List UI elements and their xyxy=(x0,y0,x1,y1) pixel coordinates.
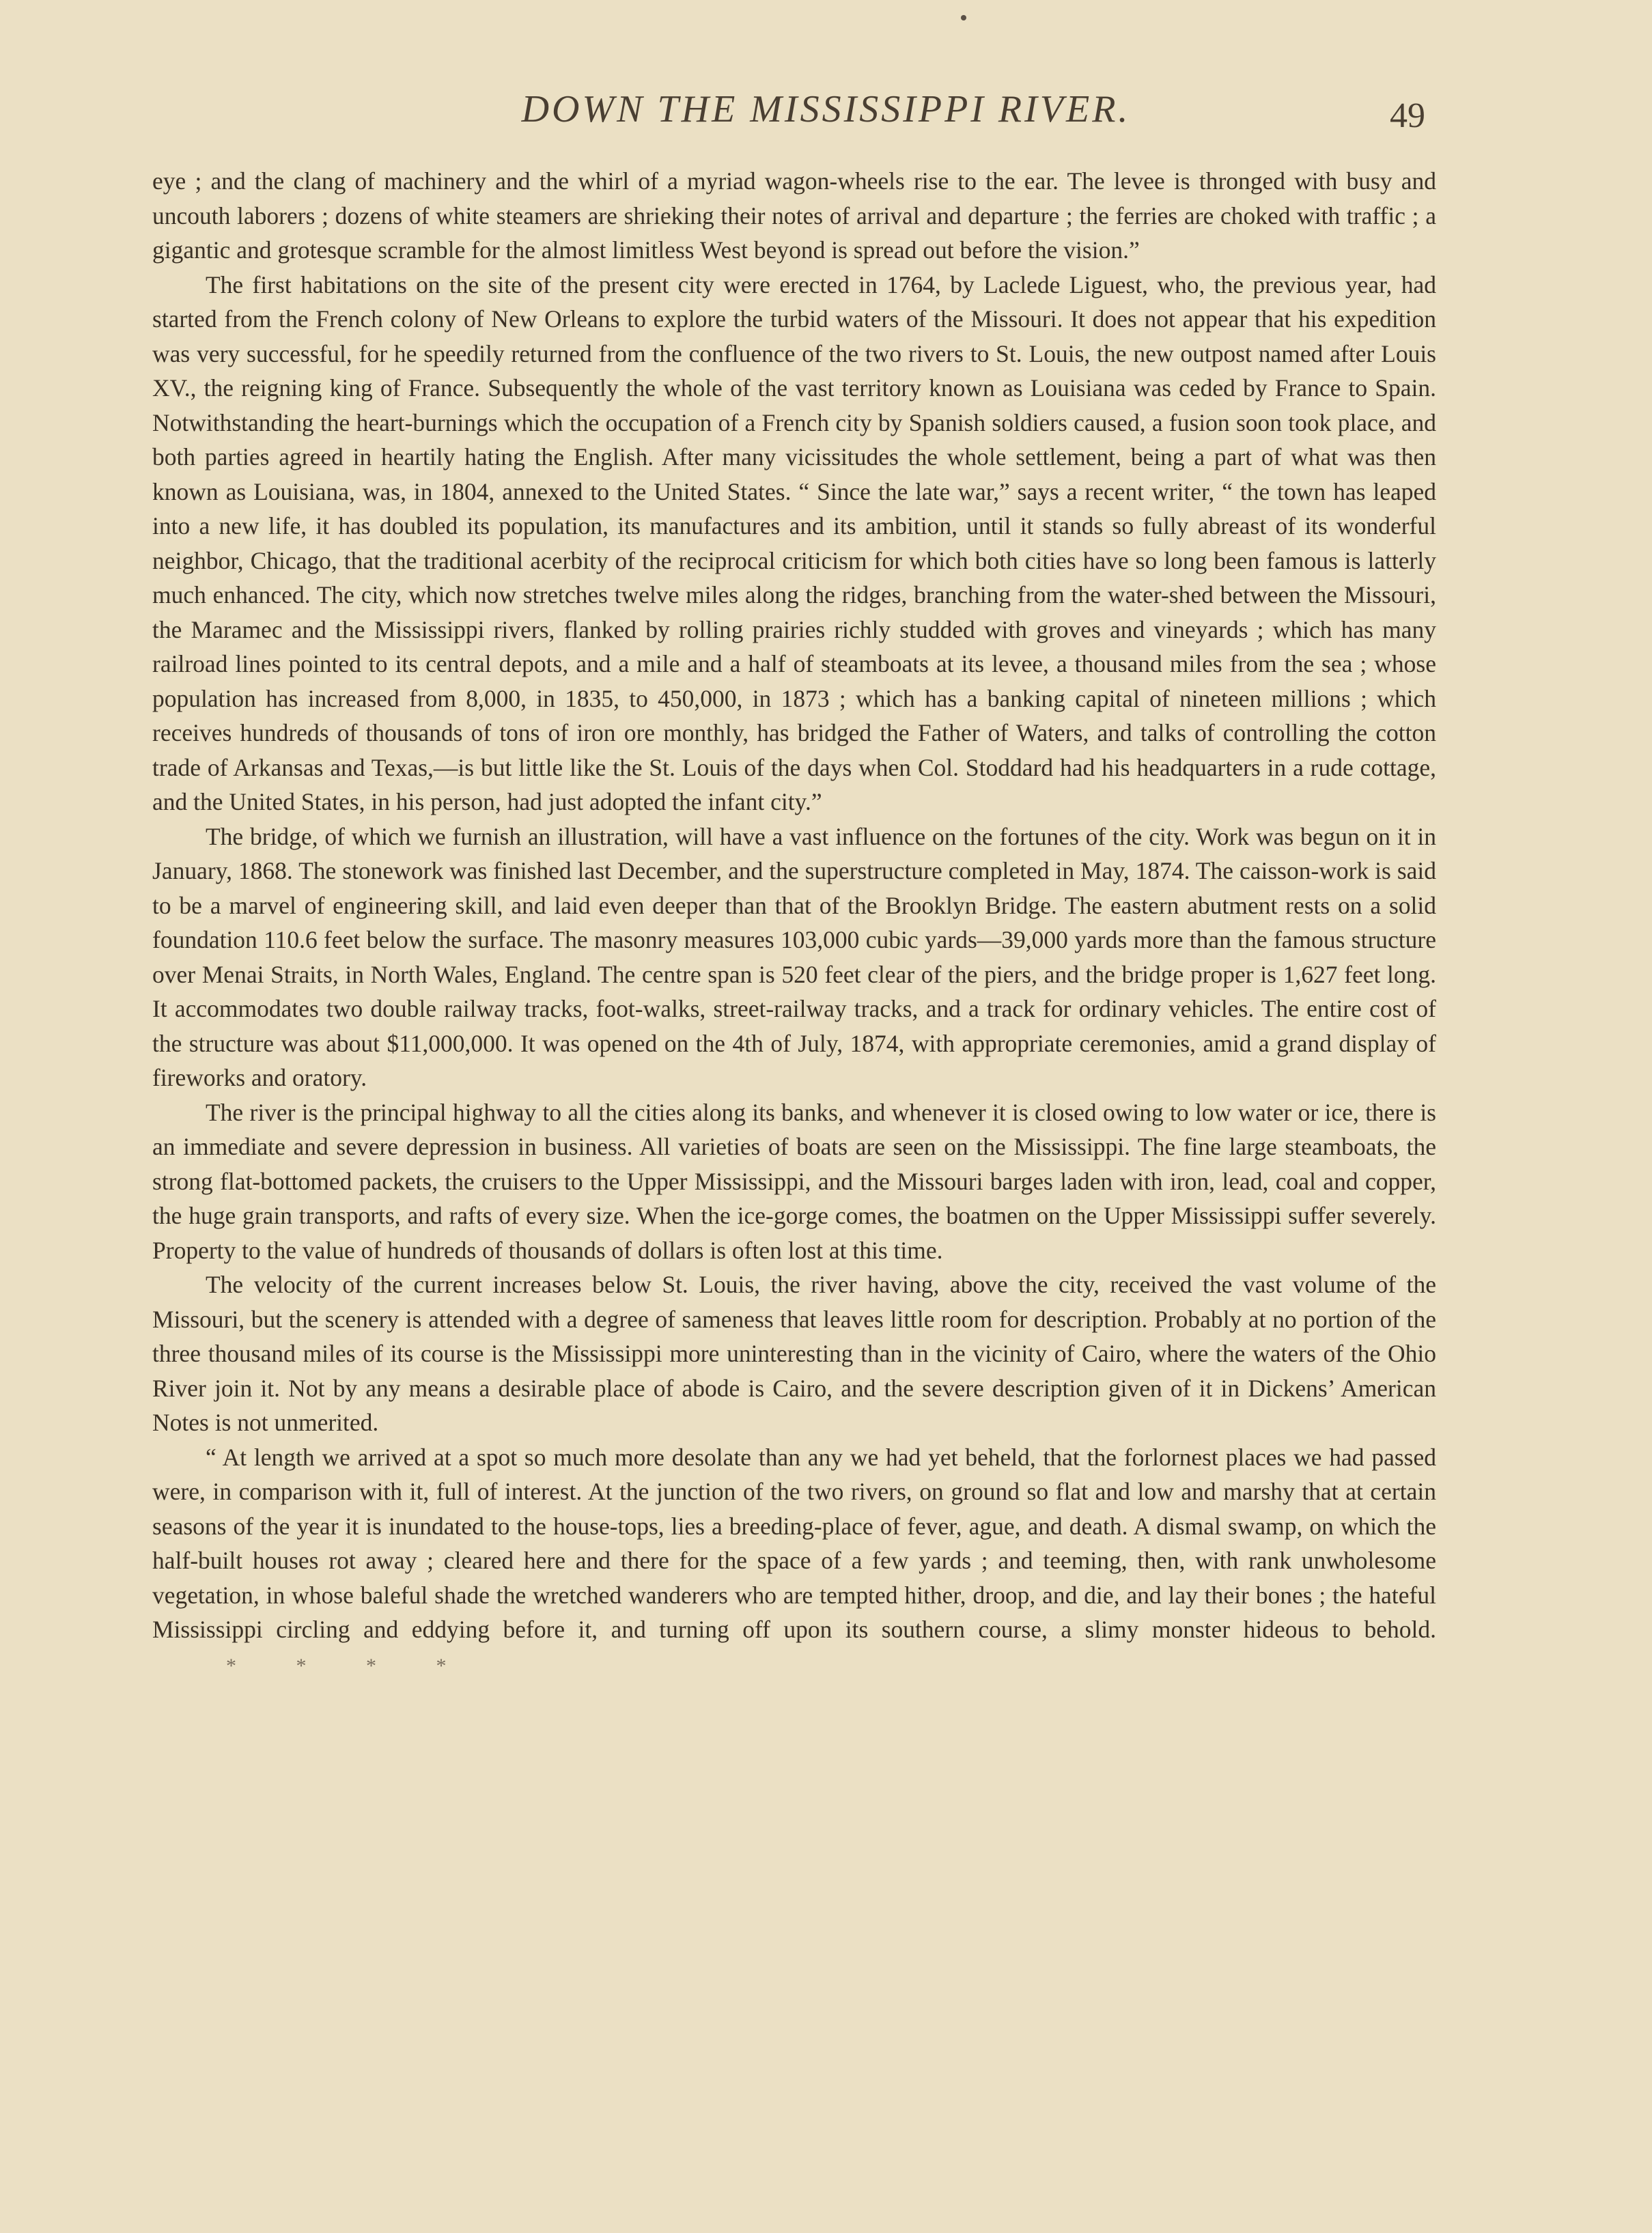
page-header xyxy=(0,87,1652,142)
running-head: DOWN THE MISSISSIPPI RIVER. xyxy=(521,88,1131,130)
page-number: 49 xyxy=(1390,96,1425,135)
paragraph: The river is the principal highway to all the cities along its banks, and whenever it is closed owing to low water or ice, there is an immediate and severe depression in business. All varieties of boats are seen on the Mississippi. The fine large steamboats, the strong flat-bottomed packets, the cruisers to the Upper Mississippi, and the Missouri barges laden with iron, lead, coal and copper, the huge grain transports, and rafts of every size. When the ice-gorge comes, the boatmen on the Upper Mississippi suffer severely. Property to the value of hundreds of thousands of dollars is often lost at this time. xyxy=(152,1098,1436,1264)
paragraph: The bridge, of which we furnish an illustration, will have a vast influence on the fortunes of the city. Work was begun on it in January, 1868. The stonework was finished last December, and the superstructure completed in May, 1874. The caisson-work is said to be a marvel of engineering skill, and laid even deeper than that of the Brooklyn Bridge. The eastern abutment rests on a solid foundation 110.6 feet below the surface. The masonry measures 103,000 cubic yards—39,000 yards more than the famous structure over Menai Straits, in North Wales, England. The centre span is 520 feet clear of the piers, and the bridge proper is 1,627 feet long. It accommodates two double railway tracks, foot-walks, street-railway tracks, and a track for ordinary vehicles. The entire cost of the structure was about $11,000,000. It was opened on the 4th of July, 1874, with appropriate ceremonies, amid a grand display of fireworks and oratory. xyxy=(152,822,1436,1091)
paragraph: The velocity of the current increases below St. Louis, the river having, above the city, received the vast volume of the Missouri, but the scenery is attended with a degree of sameness that leaves little room for description. Probably at no portion of the three thousand miles of its course is the Mississippi more uninteresting than in the vicinity of Cairo, where the waters of the Ohio River join it. Not by any means a desirable place of abode is Cairo, and the severe description given of it in Dickens’ American Notes is not unmerited. xyxy=(152,1271,1436,1436)
paragraph: The first habitations on the site of the present city were erected in 1764, by Laclede Liguest, who, the previous year, had started from the French colony of New Orleans to explore the turbid waters of the Missouri. It does not appear that his expedition was very successful, for he speedily returned from the confluence of the two rivers to St. Louis, the new outpost named after Louis XV., the reigning king of France. Subsequently the whole of the vast territory known as Louisiana was ceded by France to Spain. Notwithstanding the heart-burnings which the occupation of a French city by Spanish soldiers caused, a fusion soon took place, and both parties agreed in heartily hating the English. After many vicissitudes the whole settlement, being a part of what was then known as Louisiana, was, in 1804, annexed to the United States. “ Since the late war,” says a recent writer, “ the town has leaped into a new life, it has doubled its population, its manufactures and its ambition, until it stands so fully abreast of its wonderful neighbor, Chicago, that the traditional acerbity of the reciprocal criticism for which both cities have so long been famous is latterly much enhanced. The city, which now stretches twelve miles along the ridges, branching from the water-shed between the Missouri, the Maramec and the Mississippi rivers, flanked by rolling prairies richly studded with groves and vineyards ; which has many railroad lines pointed to its central depots, and a mile and a half of steamboats at its levee, a thousand miles from the sea ; whose population has increased from 8,000, in 1835, to 450,000, in 1873 ; which has a banking capital of nineteen millions ; which receives hundreds of thousands of tons of iron ore monthly, has bridged the Father of Waters, and talks of controlling the cotton trade of Arkansas and Texas,—is but little like the St. Louis of the days when Col. Stoddard had his headquarters in a rude cottage, and the United States, in his person, had just adopted the infant city.” xyxy=(152,270,1436,815)
paragraph-last xyxy=(152,1440,1436,1684)
ink-speck xyxy=(961,15,966,20)
body-text xyxy=(152,164,1436,1683)
asterism-ornament: * * * * xyxy=(226,1654,447,1677)
quotation-text: “ At length we arrived at a spot so much more desolate than any we had yet beheld, that the forlornest places we had passed were, in comparison with it, full of interest. At the junction of the two rivers, on ground so flat and low and marshy that at certain seasons of the year it is inundated to the house-tops, lies a breeding-place of fever, ague, and death. A dismal swamp, on which the half-built houses rot away ; cleared here and there for the space of a few yards ; and teeming, then, with rank unwholesome vegetation, in whose baleful shade the wretched wanderers who are tempted hither, droop, and die, and lay their bones ; the hateful Mississippi circling and eddying before it, and turning off upon its southern course, a slimy monster hideous to behold. xyxy=(152,1443,1436,1643)
paragraph: eye ; and the clang of machinery and the whirl of a myriad wagon-wheels rise to the ear. The levee is thronged with busy and uncouth laborers ; dozens of white steamers are shrieking their notes of arrival and departure ; the ferries are choked with traffic ; a gigantic and grotesque scramble for the almost limitless West beyond is spread out before the vision.” xyxy=(152,167,1436,264)
